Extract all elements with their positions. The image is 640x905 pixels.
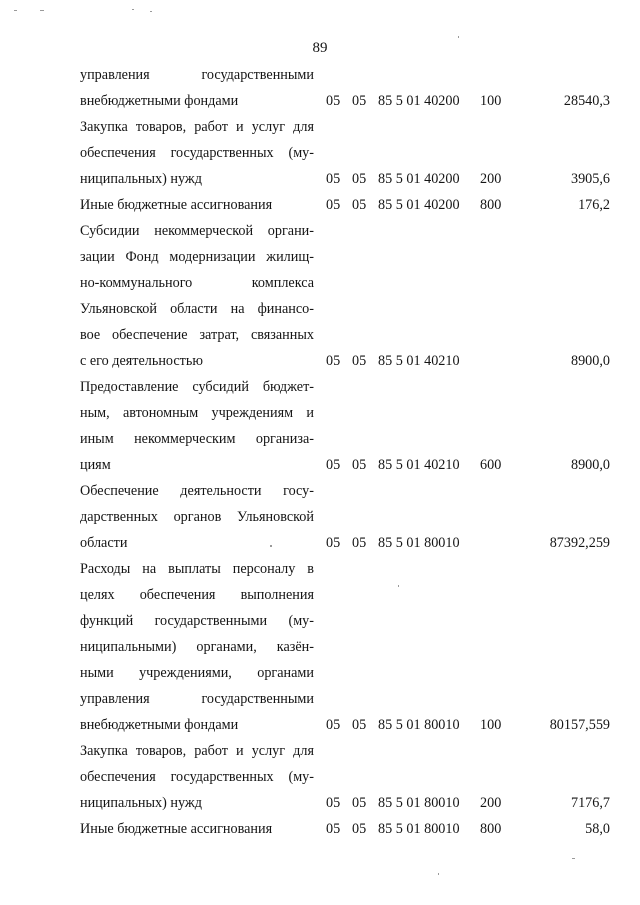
subsection-code: 05 — [352, 535, 367, 551]
budget-table — [80, 62, 610, 842]
description-line: ным, автономным учреждениям и — [80, 405, 314, 421]
scan-speck — [150, 11, 152, 12]
subsection-code: 05 — [352, 457, 367, 473]
section-code: 05 — [326, 535, 341, 551]
description-line: внебюджетными фондами — [80, 717, 239, 733]
amount: 3905,6 — [570, 171, 610, 187]
expense-type-code: 200 — [480, 171, 502, 187]
section-code: 05 — [326, 821, 341, 837]
description-line: Обеспечение деятельности госу- — [80, 483, 314, 499]
row-codes — [80, 88, 610, 114]
amount: 8900,0 — [570, 457, 610, 473]
target-code: 85 5 01 80010 — [378, 821, 460, 837]
table-row — [80, 62, 610, 114]
expense-type-code: 600 — [480, 457, 502, 473]
target-code: 85 5 01 40200 — [378, 171, 460, 187]
description-line: Ульяновской области на финансо- — [80, 301, 314, 317]
section-code: 05 — [326, 717, 341, 733]
description-line: с его деятельностью — [80, 353, 203, 369]
row-codes — [80, 816, 610, 842]
description-line: области — [80, 535, 128, 551]
description-line: обеспечения государственных (му- — [80, 769, 314, 785]
subsection-code: 05 — [352, 93, 367, 109]
section-code: 05 — [326, 171, 341, 187]
scan-speck — [438, 873, 439, 875]
expense-type-code: 100 — [480, 93, 502, 109]
scan-speck — [40, 10, 44, 11]
row-codes — [80, 452, 610, 478]
target-code: 85 5 01 80010 — [378, 717, 460, 733]
description-line: управления государственными — [80, 691, 314, 707]
expense-type-code: 800 — [480, 197, 502, 213]
scan-speck — [132, 9, 134, 10]
amount: 8900,0 — [570, 353, 610, 369]
description-line: обеспечения государственных (му- — [80, 145, 314, 161]
row-codes — [80, 530, 610, 556]
scan-speck — [572, 858, 575, 859]
description-line: Субсидии некоммерческой органи- — [80, 223, 314, 239]
scan-speck — [14, 10, 17, 11]
table-row — [80, 218, 610, 374]
subsection-code: 05 — [352, 717, 367, 733]
row-codes — [80, 166, 610, 192]
subsection-code: 05 — [352, 821, 367, 837]
amount: 87392,259 — [549, 535, 610, 551]
target-code: 85 5 01 40200 — [378, 197, 460, 213]
amount: 80157,559 — [549, 717, 610, 733]
table-row — [80, 192, 610, 218]
table-row — [80, 816, 610, 842]
row-codes — [80, 348, 610, 374]
expense-type-code: 100 — [480, 717, 502, 733]
scan-speck — [458, 36, 459, 38]
amount: 58,0 — [585, 821, 610, 837]
amount: 28540,3 — [563, 93, 610, 109]
section-code: 05 — [326, 197, 341, 213]
table-row — [80, 738, 610, 816]
row-description — [80, 556, 314, 738]
target-code: 85 5 01 40210 — [378, 353, 460, 369]
description-line: иным некоммерческим организа- — [80, 431, 314, 447]
subsection-code: 05 — [352, 197, 367, 213]
description-line: Расходы на выплаты персоналу в — [80, 561, 314, 577]
description-line: Иные бюджетные ассигнования — [80, 821, 273, 837]
row-codes — [80, 192, 610, 218]
section-code: 05 — [326, 93, 341, 109]
subsection-code: 05 — [352, 171, 367, 187]
section-code: 05 — [326, 795, 341, 811]
table-row — [80, 374, 610, 478]
description-line: Закупка товаров, работ и услуг для — [80, 119, 314, 135]
subsection-code: 05 — [352, 795, 367, 811]
target-code: 85 5 01 80010 — [378, 795, 460, 811]
page-number: 89 — [312, 40, 328, 56]
description-line: внебюджетными фондами — [80, 93, 239, 109]
description-line: вое обеспечение затрат, связанных — [80, 327, 314, 343]
description-line: функций государственными (му- — [80, 613, 314, 629]
description-line: ниципальными) органами, казён- — [80, 639, 314, 655]
description-line: Иные бюджетные ассигнования — [80, 197, 273, 213]
description-line: целях обеспечения выполнения — [80, 587, 314, 603]
table-row — [80, 114, 610, 192]
subsection-code: 05 — [352, 353, 367, 369]
description-line: Закупка товаров, работ и услуг для — [80, 743, 314, 759]
description-line: зации Фонд модернизации жилищ- — [80, 249, 314, 265]
description-line: ниципальных) нужд — [80, 171, 202, 187]
description-line: управления государственными — [80, 67, 314, 83]
description-line: но-коммунального комплекса — [80, 275, 314, 291]
description-line: дарственных органов Ульяновской — [80, 509, 314, 525]
row-codes — [80, 712, 610, 738]
amount: 7176,7 — [570, 795, 610, 811]
section-code: 05 — [326, 353, 341, 369]
description-line: циям — [80, 457, 111, 473]
description-line: Предоставление субсидий бюджет- — [80, 379, 314, 395]
target-code: 85 5 01 40200 — [378, 93, 460, 109]
expense-type-code: 200 — [480, 795, 502, 811]
target-code: 85 5 01 80010 — [378, 535, 460, 551]
row-codes — [80, 790, 610, 816]
description-line: ниципальных) нужд — [80, 795, 202, 811]
target-code: 85 5 01 40210 — [378, 457, 460, 473]
expense-type-code: 800 — [480, 821, 502, 837]
section-code: 05 — [326, 457, 341, 473]
table-row — [80, 478, 610, 556]
description-line: ными учреждениями, органами — [80, 665, 314, 681]
amount: 176,2 — [578, 197, 610, 213]
table-row — [80, 556, 610, 738]
